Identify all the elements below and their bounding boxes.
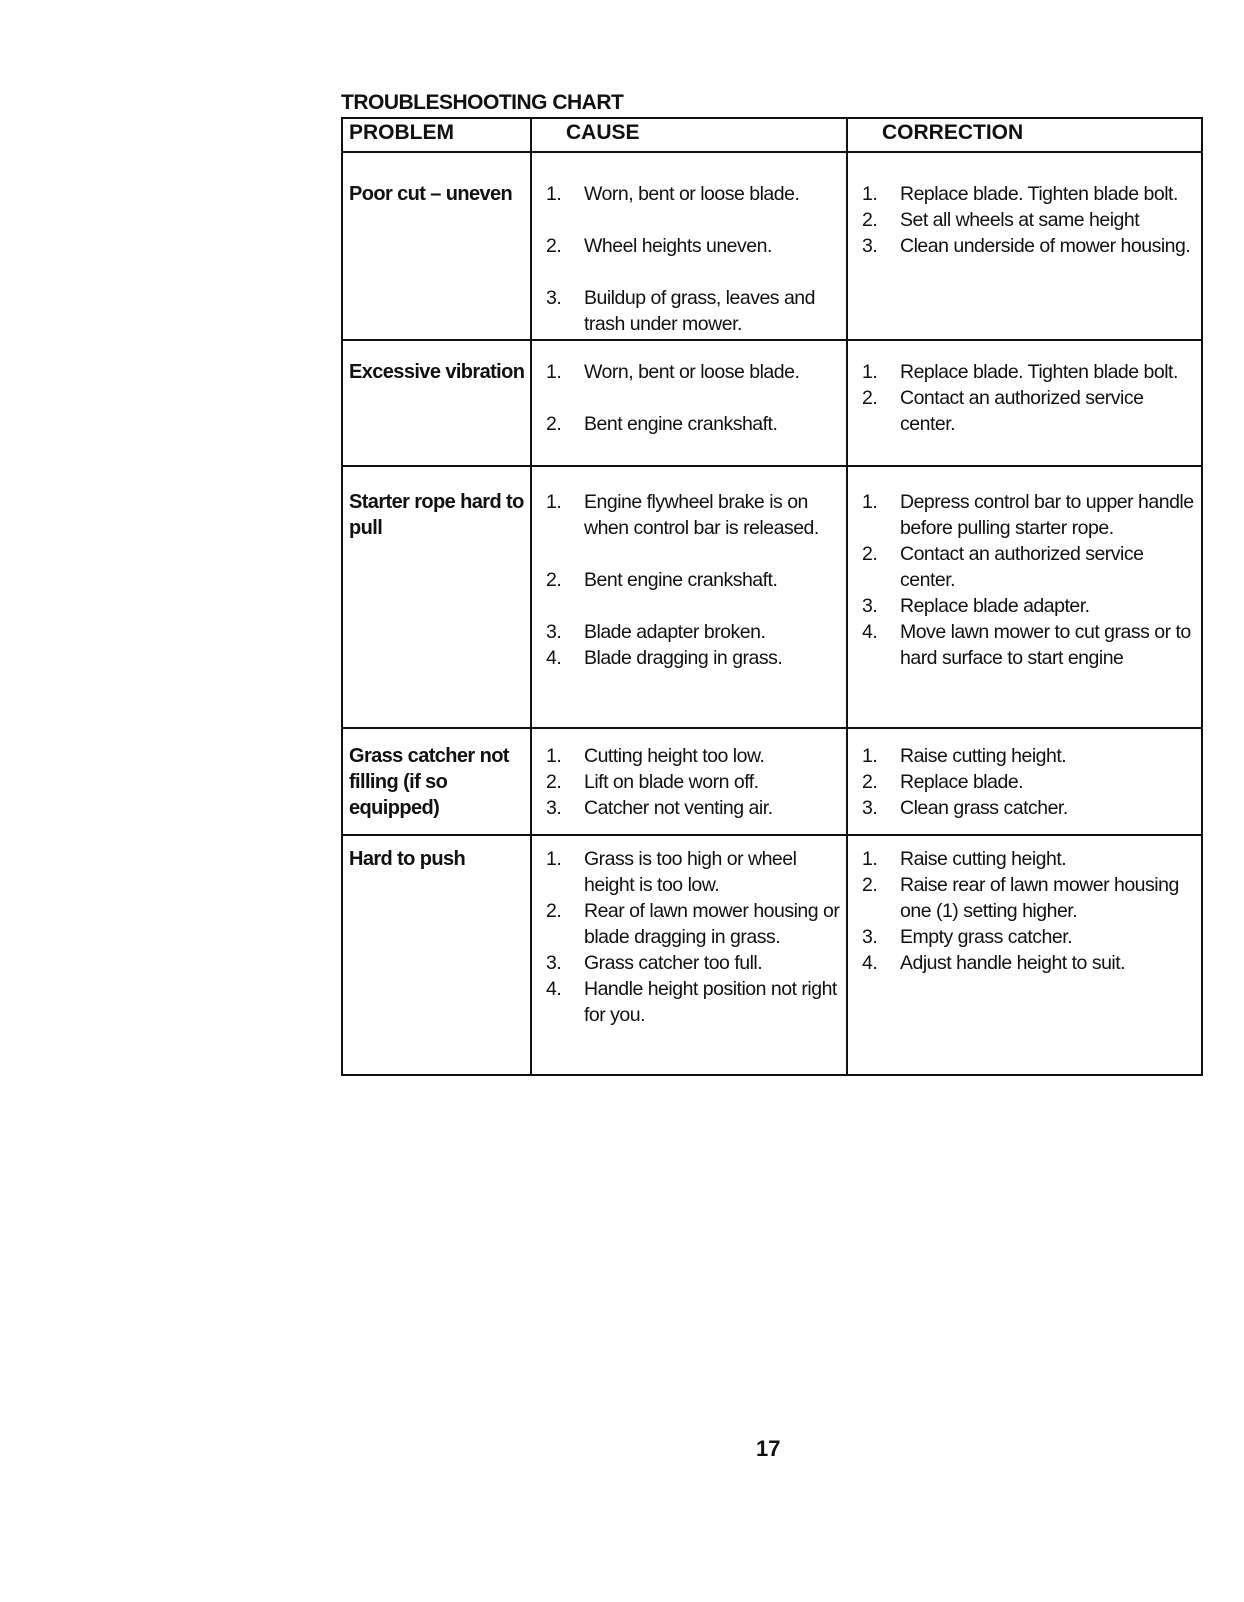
item-text: Replace blade. Tighten blade bolt. [900, 361, 1178, 383]
problem-cell: Excessive vibration [343, 341, 532, 465]
item-text: Replace blade adapter. [900, 595, 1090, 617]
problem-cell: Hard to push [343, 836, 532, 1074]
item-text: Buildup of grass, leaves and trash under mower. [584, 287, 815, 335]
item-text: Worn, bent or loose blade. [584, 183, 800, 205]
cause-cell [532, 153, 848, 339]
item-number: 1. [546, 183, 562, 205]
cause-cell [532, 729, 848, 834]
item-text: Set all wheels at same height [900, 209, 1140, 231]
page-number: 17 [756, 1436, 781, 1461]
correction-item [862, 743, 1197, 769]
item-number: 2. [862, 209, 878, 231]
cause-item [546, 489, 846, 541]
cause-item [546, 898, 846, 950]
cause-item [546, 645, 846, 671]
item-text: Cutting height too low. [584, 745, 765, 767]
table-row [343, 467, 1201, 729]
item-number: 1. [862, 491, 878, 513]
cause-cell [532, 341, 848, 465]
chart-title: TROUBLESHOOTING CHART [341, 91, 624, 114]
item-text: Catcher not venting air. [584, 797, 773, 819]
correction-item [862, 924, 1197, 950]
cause-item [546, 285, 846, 337]
header-cause: CAUSE [532, 119, 848, 151]
item-text: Contact an authorized service center. [900, 387, 1144, 435]
item-text: Adjust handle height to suit. [900, 952, 1126, 974]
correction-cell [848, 341, 1197, 465]
item-number: 3. [546, 797, 562, 819]
correction-item [862, 541, 1197, 593]
item-text: Clean underside of mower housing. [900, 235, 1191, 257]
item-number: 3. [546, 621, 562, 643]
item-text: Grass is too high or wheel height is too low. [584, 848, 797, 896]
header-problem: PROBLEM [343, 119, 532, 151]
item-number: 3. [862, 926, 878, 948]
correction-item [862, 769, 1197, 795]
item-number: 1. [546, 361, 562, 383]
correction-item [862, 619, 1197, 671]
item-text: Replace blade. [900, 771, 1024, 793]
item-text: Wheel heights uneven. [584, 235, 772, 257]
correction-cell [848, 836, 1197, 1074]
correction-item [862, 181, 1197, 207]
correction-item [862, 795, 1197, 821]
item-number: 2. [862, 771, 878, 793]
cause-item [546, 846, 846, 898]
item-text: Blade dragging in grass. [584, 647, 783, 669]
item-number: 1. [546, 491, 562, 513]
item-text: Worn, bent or loose blade. [584, 361, 800, 383]
item-number: 1. [862, 183, 878, 205]
correction-item [862, 359, 1197, 385]
item-text: Bent engine crankshaft. [584, 413, 778, 435]
item-text: Lift on blade worn off. [584, 771, 759, 793]
correction-cell [848, 153, 1197, 339]
item-number: 2. [546, 569, 562, 591]
item-number: 2. [862, 543, 878, 565]
item-text: Handle height position not right for you. [584, 978, 837, 1026]
item-number: 2. [546, 235, 562, 257]
table-header-row [343, 119, 1201, 153]
item-number: 2. [546, 413, 562, 435]
problem-cell: Poor cut – uneven [343, 153, 532, 339]
cause-item [546, 411, 846, 437]
cause-cell [532, 467, 848, 727]
item-text: Bent engine crankshaft. [584, 569, 778, 591]
correction-item [862, 233, 1197, 259]
item-number: 2. [546, 771, 562, 793]
table-row [343, 836, 1201, 1076]
cause-cell [532, 836, 848, 1074]
item-number: 4. [862, 952, 878, 974]
header-correction: CORRECTION [882, 121, 1024, 144]
item-text: Engine flywheel brake is on when control bar is released. [584, 491, 819, 539]
cause-item [546, 359, 846, 385]
correction-item [862, 207, 1197, 233]
item-text: Raise rear of lawn mower housing one (1) setting higher. [900, 874, 1179, 922]
item-text: Contact an authorized service center. [900, 543, 1144, 591]
item-text: Raise cutting height. [900, 745, 1067, 767]
cause-item [546, 619, 846, 645]
cause-item [546, 769, 846, 795]
correction-cell [848, 729, 1197, 834]
item-number: 3. [546, 952, 562, 974]
item-text: Blade adapter broken. [584, 621, 766, 643]
item-number: 1. [862, 361, 878, 383]
troubleshooting-table [341, 117, 1203, 1076]
item-number: 1. [546, 848, 562, 870]
item-number: 4. [546, 647, 562, 669]
cause-item [546, 950, 846, 976]
correction-item [862, 385, 1197, 437]
item-number: 1. [862, 745, 878, 767]
table-row [343, 153, 1201, 341]
correction-item [862, 593, 1197, 619]
item-text: Depress control bar to upper handle before pulling starter rope. [900, 491, 1194, 539]
item-number: 3. [862, 595, 878, 617]
item-text: Move lawn mower to cut grass or to hard surface to start engine [900, 621, 1191, 669]
item-number: 2. [862, 387, 878, 409]
item-text: Grass catcher too full. [584, 952, 763, 974]
cause-item [546, 567, 846, 593]
item-text: Empty grass catcher. [900, 926, 1073, 948]
item-text: Raise cutting height. [900, 848, 1067, 870]
item-text: Clean grass catcher. [900, 797, 1068, 819]
table-row [343, 729, 1201, 836]
correction-cell [848, 467, 1197, 727]
item-number: 1. [862, 848, 878, 870]
item-number: 3. [546, 287, 562, 309]
item-text: Replace blade. Tighten blade bolt. [900, 183, 1178, 205]
problem-cell: Starter rope hard to pull [343, 467, 532, 727]
cause-item [546, 976, 846, 1028]
item-number: 3. [862, 797, 878, 819]
problem-cell: Grass catcher not filling (if so equipped) [343, 729, 532, 834]
correction-item [862, 489, 1197, 541]
item-number: 2. [546, 900, 562, 922]
item-text: Rear of lawn mower housing or blade dragging in grass. [584, 900, 840, 948]
correction-item [862, 846, 1197, 872]
correction-item [862, 872, 1197, 924]
item-number: 1. [546, 745, 562, 767]
cause-item [546, 795, 846, 821]
cause-item [546, 233, 846, 259]
correction-item [862, 950, 1197, 976]
item-number: 3. [862, 235, 878, 257]
item-number: 4. [862, 621, 878, 643]
cause-item [546, 743, 846, 769]
table-row [343, 341, 1201, 467]
item-number: 4. [546, 978, 562, 1000]
cause-item [546, 181, 846, 207]
item-number: 2. [862, 874, 878, 896]
